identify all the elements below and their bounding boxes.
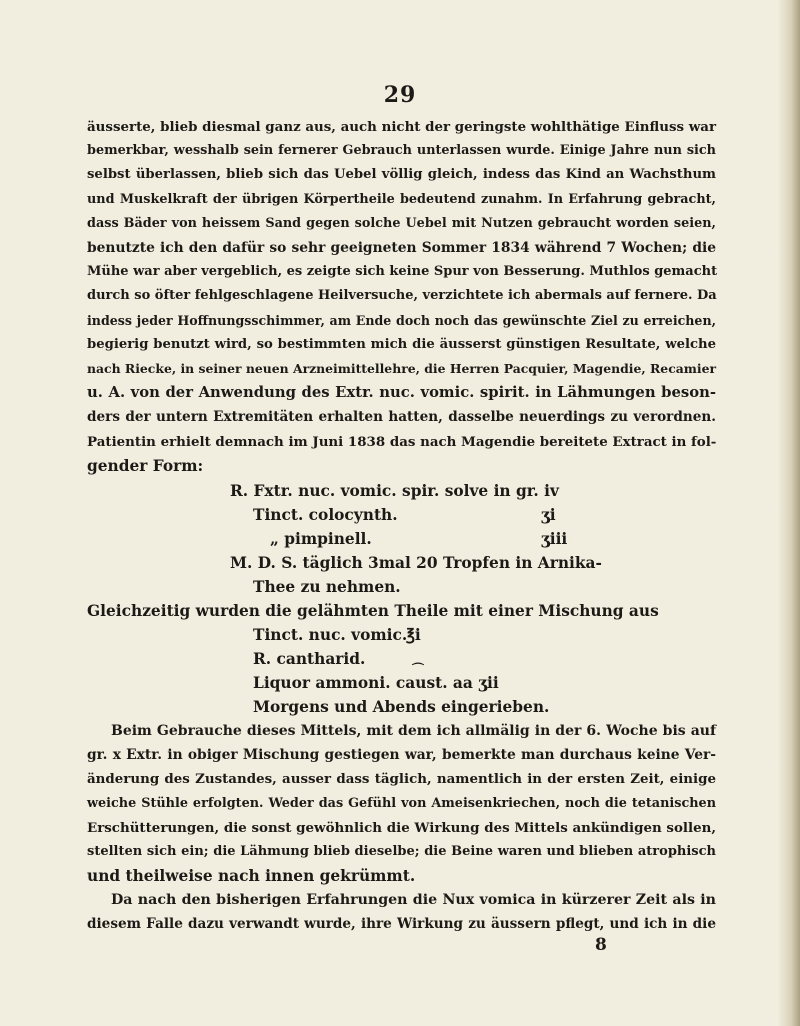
text-line: gender Form: <box>87 456 204 475</box>
paragraph-1 <box>87 115 716 478</box>
recipe-line: Morgens und Abends eingerieben. <box>253 698 550 716</box>
text-line: und Muskelkraft der übrigen Körpertheile bedeutend zunahm. In Erfahrung gebracht, <box>87 191 716 207</box>
text-line: weiche Stühle erfolgten. Weder das Gefühl von Ameisenkriechen, noch die tetanischen <box>87 795 716 811</box>
recipe-line <box>253 503 398 527</box>
text-line: diesem Falle dazu verwandt wurde, ihre Wirkung zu äussern pflegt, und ich in die <box>87 916 716 933</box>
paragraph-3 <box>87 719 716 888</box>
recipe-ingredient: „ pimpinell. <box>270 530 372 548</box>
recipe-line: R. Fxtr. nuc. vomic. spir. solve in gr. iv <box>230 482 559 500</box>
text-line: benutzte ich den dafür so sehr geeigneten Sommer 1834 während 7 Wochen; die <box>87 240 716 257</box>
text-line: dass Bäder von heissem Sand gegen solche Uebel mit Nutzen gebraucht worden seien, <box>87 215 716 231</box>
recipe-ingredient: Tinct. colocynth. <box>253 506 398 524</box>
text-line: nach Riecke, in seiner neuen Arzneimittellehre, die Herren Pacquier, Magendie, Recamier <box>87 361 716 377</box>
recipe-unit: ʒi <box>541 506 556 524</box>
text-line: begierig benutzt wird, so bestimmten mich die äusserst günstigen Resultate, welche <box>87 336 716 352</box>
text-line: durch so öfter fehlgeschlagene Heilversuche, verzichtete ich abermals auf fernere. Da <box>87 288 717 304</box>
text-line: änderung des Zustandes, ausser dass täglich, namentlich in der ersten Zeit, einige <box>87 771 716 788</box>
text-line: gr. x Extr. in obiger Mischung gestiegen war, bemerkte man durchaus keine Ver- <box>87 747 716 764</box>
recipe-ingredient: Tinct. nuc. vomic. <box>253 626 408 644</box>
text-line: selbst überlassen, blieb sich das Uebel völlig gleich, indess das Kind an Wachsthum <box>87 167 716 183</box>
page-edge-shadow <box>778 0 800 1026</box>
text-line: ders der untern Extremitäten erhalten hatten, dasselbe neuerdings zu verordnen. <box>87 409 716 426</box>
text-line: bemerkbar, wesshalb sein fernerer Gebrauch unterlassen wurde. Einige Jahre nun sich <box>87 143 716 159</box>
signature-mark: 8 <box>595 935 607 955</box>
text-line: u. A. von der Anwendung des Extr. nuc. vomic. spirit. in Lähmungen beson- <box>87 384 716 402</box>
text-line: stellten sich ein; die Lähmung blieb dieselbe; die Beine waren und blieben atrophisch <box>87 844 716 860</box>
recipe-line: M. D. S. täglich 3mal 20 Tropfen in Arnika- <box>230 554 602 572</box>
text-line: Mühe war aber vergeblich, es zeigte sich keine Spur von Besserung. Muthlos gemacht <box>87 264 718 280</box>
text-line: äusserte, blieb diesmal ganz aus, auch nicht der geringste wohlthätige Einfluss war <box>87 119 716 135</box>
combination-arc: ⌒ <box>412 662 425 676</box>
recipe-line: Thee zu nehmen. <box>253 578 401 596</box>
recipe-ingredient: R. cantharid. <box>253 650 366 668</box>
text-line: und theilweise nach innen gekrümmt. <box>87 867 416 886</box>
paragraph-2: Gleichzeitig wurden die gelähmten Theile mit einer Mischung aus <box>87 602 659 620</box>
text-line: Erschütterungen, die sonst gewöhnlich die Wirkung des Mittels ankündigen sollen, <box>87 819 716 836</box>
recipe-unit: ʒiii <box>541 530 568 548</box>
text-line: Beim Gebrauche dieses Mittels, mit dem ich allmälig in der 6. Woche bis auf <box>111 723 716 739</box>
text-line: Patientin erhielt demnach im Juni 1838 das nach Magendie bereitete Extract in fol- <box>87 433 717 450</box>
text-line: Da nach den bisherigen Erfahrungen die Nux vomica in kürzerer Zeit als in <box>111 892 716 908</box>
recipe-ingredient: Liquor ammoni. caust. aa ʒii <box>253 674 499 692</box>
page-number: 29 <box>383 82 417 108</box>
text-line: indess jeder Hoffnungsschimmer, am Ende doch noch das gewünschte Ziel zu erreichen, <box>87 312 716 328</box>
paragraph-4 <box>87 888 716 936</box>
recipe-unit: ℥i <box>406 626 421 644</box>
